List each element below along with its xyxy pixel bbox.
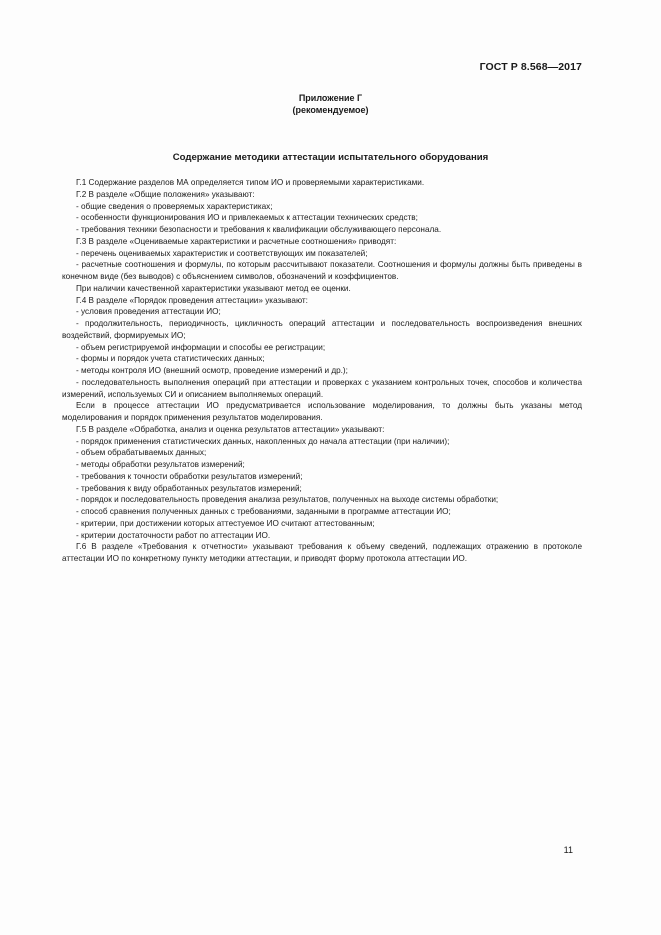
paragraph: Г.3 В разделе «Оцениваемые характеристики и расчетные соотношения» приводят: [76, 236, 397, 246]
body-text [62, 177, 582, 565]
list-item: - особенности функционирования ИО и привлекаемых к аттестации технических средств; [76, 213, 418, 223]
paragraph: Если в процессе аттестации ИО предусматривается использование моделирования, то должны быть указаны метод моделирования и порядок применения результатов моделирования. [62, 401, 582, 422]
page-number: 11 [563, 845, 573, 855]
paragraph: При наличии качественной характеристики указывают метод ее оценки. [76, 283, 351, 293]
list-item: - порядок применения статистических данных, накопленных до начала аттестации (при наличии); [76, 436, 450, 446]
paragraph: Г.5 В разделе «Обработка, анализ и оценка результатов аттестации» указывают: [76, 424, 385, 434]
list-item: - методы обработки результатов измерений; [76, 460, 245, 469]
list-item: - требования техники безопасности и требования к квалификации обслуживающего персонала. [76, 225, 442, 234]
appendix-heading [0, 92, 661, 116]
list-item: - перечень оцениваемых характеристик и соответствующих им показателей; [76, 248, 368, 258]
paragraph: Г.2 В разделе «Общие положения» указывают: [76, 189, 255, 199]
list-item: - расчетные соотношения и формулы, по которым рассчитывают показатели. Соотношения и формулы должны быть приведены в конечном виде (без выводов) с объяснением символов, обозначений и коэффициентов. [62, 260, 582, 281]
paragraph: Г.4 В разделе «Порядок проведения аттестации» указывают: [76, 295, 308, 305]
list-item: - формы и порядок учета статистических данных; [76, 354, 265, 364]
list-item: - порядок и последовательность проведения анализа результатов, полученных на выходе системы обработки; [76, 495, 499, 505]
paragraph: Г.1 Содержание разделов МА определяется типом ИО и проверяемыми характеристиками. [76, 178, 425, 187]
list-item: - требования к точности обработки результатов измерений; [76, 471, 303, 481]
list-item: - объем регистрируемой информации и способы ее регистрации; [76, 342, 326, 352]
list-item: - последовательность выполнения операций при аттестации и проверках с указанием контрольных точек, способов и количества измерений, используемых СИ и описанием выполняемых операций. [62, 377, 582, 399]
appendix-label: Приложение Г [298, 93, 363, 103]
standard-designation: ГОСТ Р 8.568—2017 [479, 61, 582, 73]
list-item: - требования к виду обработанных результатов измерений; [76, 483, 302, 493]
appendix-status: (рекомендуемое) [292, 105, 369, 115]
list-item: - критерии, при достижении которых аттестуемое ИО считают аттестованным; [76, 518, 375, 528]
list-item: - критерии достаточности работ по аттестации ИО. [76, 530, 271, 540]
list-item: - объем обрабатываемых данных; [76, 448, 207, 458]
appendix-title: Содержание методики аттестации испытательного оборудования [172, 152, 489, 163]
list-item: - продолжительность, периодичность, цикличность операций аттестации и последовательность воспроизведения внешних воздействий, формируемых ИО; [62, 319, 582, 340]
list-item: - общие сведения о проверяемых характеристиках; [76, 201, 273, 211]
list-item: - условия проведения аттестации ИО; [76, 307, 221, 317]
list-item: - методы контроля ИО (внешний осмотр, проведение измерений и др.); [76, 366, 348, 375]
paragraph: Г.6 В разделе «Требования к отчетности» указывают требования к объему сведений, подлежащих отражению в протоколе аттестации ИО по конкретному пункту методики аттестации, и приводят форму протокола аттестации ИО. [62, 542, 582, 563]
list-item: - способ сравнения полученных данных с требованиями, заданными в программе аттестации ИО; [76, 507, 451, 516]
